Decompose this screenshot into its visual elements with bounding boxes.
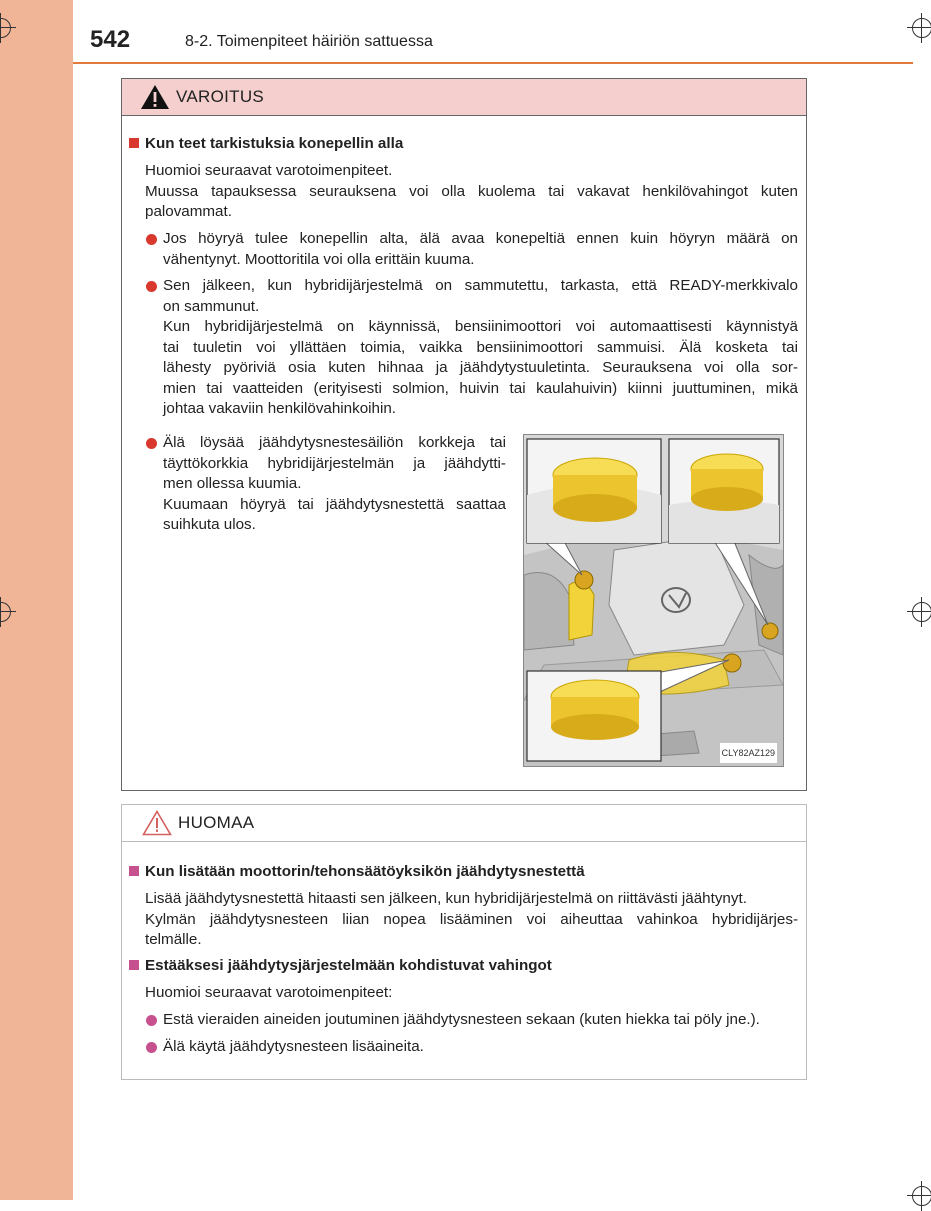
notice-para-precautions: Huomioi seuraavat varotoimenpiteet:	[145, 984, 393, 1001]
notice-bullet-additives: Älä käytä jäähdytysnesteen lisäaineita.	[145, 1037, 798, 1058]
registration-mark-icon	[912, 1186, 931, 1206]
round-bullet-icon	[146, 438, 157, 449]
registration-mark-icon	[912, 602, 931, 622]
header-divider	[73, 62, 913, 64]
notice-box	[121, 804, 807, 1080]
round-bullet-icon	[146, 1042, 157, 1053]
warning-heading: Kun teet tarkistuksia konepellin alla	[129, 134, 798, 155]
chapter-tab-strip	[0, 0, 73, 1200]
notice-para-coolant: Lisää jäähdytysnestettä hitaasti sen jälkeen, kun hybridijärjestelmä on riittävästi jäähtynyt. Kylmän jäähdytysnesteen liian nopea lisääminen voi aiheuttaa vahinkoa hybridijärjes- telmälle.	[145, 890, 798, 948]
square-bullet-icon	[129, 960, 139, 970]
square-bullet-icon	[129, 138, 139, 148]
figure-code: CLY82AZ129	[720, 743, 777, 764]
notice-title: HUOMAA	[178, 813, 255, 832]
warning-intro: Huomioi seuraavat varotoimenpiteet. Muussa tapauksessa seurauksena voi olla kuolema tai vakavat henkilövahingot kuten palovammat.	[145, 162, 798, 220]
notice-heading-coolant: Kun lisätään moottorin/tehonsäätöyksikön jäähdytysnestettä	[129, 862, 798, 883]
section-title: 8-2. Toimenpiteet häiriön sattuessa	[185, 33, 433, 50]
engine-coolant-caps-figure	[523, 434, 784, 767]
notice-bullet-foreign-matter: Estä vieraiden aineiden joutuminen jäähdytysnesteen sekaan (kuten hiekka tai pöly jne.).	[145, 1010, 798, 1031]
round-bullet-icon	[146, 234, 157, 245]
registration-mark-icon	[912, 18, 931, 38]
warning-bullet-steam: Jos höyryä tulee konepellin alta, älä avaa konepeltiä ennen kuin höyryn määrä on vähentynyt. Moottoritila voi olla erittäin kuuma.	[145, 229, 798, 270]
engine-bay-illustration	[524, 435, 783, 766]
warning-title: VAROITUS	[176, 87, 265, 106]
round-bullet-icon	[146, 281, 157, 292]
round-bullet-icon	[146, 1015, 157, 1026]
warning-box	[121, 78, 807, 791]
page-number: 542	[90, 26, 131, 53]
notice-heading-damage: Estääksesi jäähdytysjärjestelmään kohdistuvat vahingot	[129, 956, 798, 977]
notice-content	[122, 805, 806, 1079]
warning-content	[122, 79, 806, 790]
warning-bullet-caps: Älä löysää jäähdytysnestesäiliön korkkeja tai täyttökorkkia hybridijärjestelmän ja jäähdytti- men ollessa kuumia. Kuumaan höyryä tai jäähdytysnestettä saattaa suihkuta ulos.	[145, 433, 506, 536]
square-bullet-icon	[129, 866, 139, 876]
warning-bullet-ready-light: Sen jälkeen, kun hybridijärjestelmä on sammutettu, tarkasta, että READY-merkkivalo on sammunut. Kun hybridijärjestelmä on käynnissä, bensiinimoottori voi automaattisesti käynnistyä tai tuuletin voi yllättäen toimia, vaikka bensiinimoottori sammuisi. Älä kosketa tai lähesty pyöriviä osia kuten hihnaa ja jäähdytystuuletinta. Seurauksena voi olla sor- mien tai vaatteiden (erityisesti solmion, huivin tai kaulahuivin) kiinni juuttuminen, mikä johtaa vakaviin henkilövahinkoihin.	[145, 276, 798, 420]
